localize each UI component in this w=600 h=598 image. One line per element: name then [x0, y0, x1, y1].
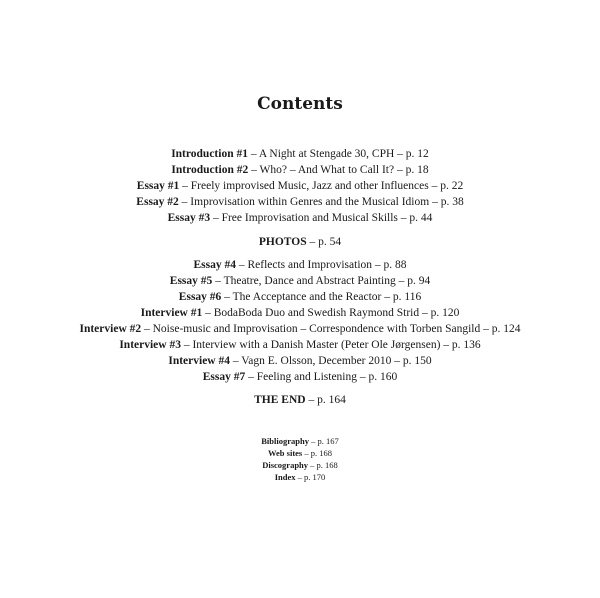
toc-group-1 [0, 146, 600, 226]
toc-entry-label: Bibliography [261, 436, 309, 446]
toc-entry-text: – p. 168 [302, 448, 332, 458]
toc-group-2 [0, 257, 600, 385]
toc-entry [0, 234, 600, 250]
toc-entry-text: – BodaBoda Duo and Swedish Raymond Strid – p. 120 [202, 307, 460, 319]
toc-entry-text: – p. 167 [308, 436, 339, 446]
toc-entry [0, 369, 600, 385]
toc-entry-label: Web sites [268, 448, 303, 458]
toc-entry [0, 459, 600, 471]
toc-entry-label: Essay #6 [178, 291, 222, 303]
toc-entry-text: – Vagn E. Olsson, December 2010 – p. 150 [229, 355, 432, 367]
toc-entry [0, 162, 600, 178]
toc-entry [0, 305, 600, 321]
toc-entry-text: – p. 164 [305, 394, 346, 406]
toc-entry-text: – A Night at Stengade 30, CPH – p. 12 [247, 148, 429, 160]
toc-entry [0, 257, 600, 273]
toc-entry-text: – Noise-music and Improvisation – Correspondence with Torben Sangild – p. 124 [141, 323, 521, 335]
toc-entry [0, 337, 600, 353]
toc-entry [0, 447, 600, 459]
toc-entry-label: Interview #4 [168, 355, 230, 367]
toc-entry [0, 392, 600, 408]
toc-entry-text: – The Acceptance and the Reactor – p. 116 [221, 291, 422, 303]
toc-entry-text: – Who? – And What to Call It? – p. 18 [248, 164, 429, 176]
toc-entry-label: Essay #7 [202, 371, 246, 383]
toc-entry-label: Discography [262, 460, 309, 470]
toc-entry-text: – p. 168 [308, 460, 338, 470]
toc-entry-label: Essay #4 [193, 259, 236, 271]
toc-entry-label: Index [274, 472, 296, 482]
page-title: Contents [257, 94, 343, 114]
toc-entry-text: – Free Improvisation and Musical Skills – p. 44 [210, 212, 433, 224]
toc-entry-label: Interview #1 [140, 307, 203, 319]
toc-entry [0, 289, 600, 305]
toc-entry [0, 353, 600, 369]
toc-entry [0, 194, 600, 210]
toc-entry [0, 146, 600, 162]
toc-entry-text: – Feeling and Listening – p. 160 [245, 371, 398, 383]
toc-entry-text: – Theatre, Dance and Abstract Painting – p. 94 [212, 275, 431, 287]
toc-entry-text: – p. 170 [295, 472, 326, 482]
toc-photos [0, 234, 600, 250]
toc-entry [0, 210, 600, 226]
toc-entry-text: – Freely improvised Music, Jazz and other Influences – p. 22 [179, 180, 464, 192]
toc-entry-label: Interview #2 [79, 323, 142, 335]
toc-entry-text: – p. 54 [306, 236, 342, 248]
toc-entry-label: Essay #5 [169, 275, 213, 287]
toc-entry-label: Essay #2 [136, 196, 179, 208]
toc-entry-label: PHOTOS [258, 236, 307, 248]
toc-entry [0, 321, 600, 337]
toc-entry-text: – Interview with a Danish Master (Peter Ole Jørgensen) – p. 136 [180, 339, 481, 351]
toc-entry-label: Essay #3 [167, 212, 211, 224]
toc-entry-label: Essay #1 [136, 180, 180, 192]
toc-entry-label: Introduction #2 [171, 164, 249, 176]
toc-end [0, 392, 600, 408]
toc-entry-label: Interview #3 [119, 339, 181, 351]
toc-entry-label: THE END [254, 394, 306, 406]
toc-entry-label: Introduction #1 [171, 148, 248, 160]
toc-entry-text: – Reflects and Improvisation – p. 88 [235, 259, 407, 271]
toc-entry [0, 273, 600, 289]
toc-entry [0, 435, 600, 447]
toc-entry-text: – Improvisation within Genres and the Musical Idiom – p. 38 [178, 196, 464, 208]
toc-appendix [0, 435, 600, 483]
toc-entry [0, 471, 600, 483]
toc-entry [0, 178, 600, 194]
